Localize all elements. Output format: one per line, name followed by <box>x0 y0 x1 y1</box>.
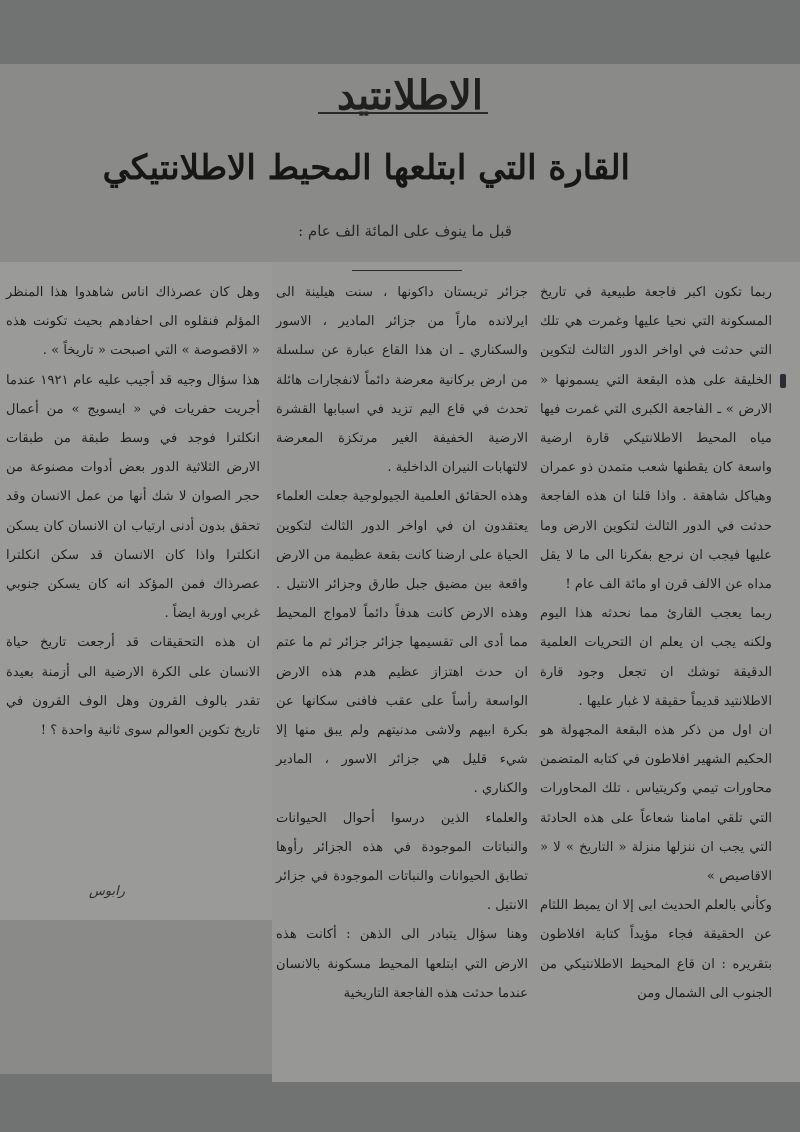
paragraph: ربما تكون اكبر فاجعة طبيعية في تاريخ المسكونة التي نحيا عليها وغمرت هي تلك التي حدثت في اواخر الدور الثالث لتكوين الخليقة على هذه البقعة التي يسمونها « الارض » ـ الفاجعة الكبرى التي غمرت فيها مياه المحيط الاطلانتيكي قارة ارضية واسعة كان يقطنها شعب متمدن ذو عمران وهياكل شاهقة . واذا قلنا ان هذه الفاجعة حدثت في الدور الثالث لتكوين الارض وما عليها فيجب ان نرجع بفكرنا الى ما لا يقل مداه عن الالف قرن او مائة الف عام ! <box>540 285 772 593</box>
page-edge-mark <box>780 374 786 388</box>
column-divider-rule <box>352 270 462 271</box>
author-signature: رابوس <box>88 884 126 899</box>
paragraph: وهنا سؤال يتبادر الى الذهن : أكانت هذه الارض التي ابتلعها المحيط مسكونة بالانسان عندما حدثت هذه الفاجعة التاريخية <box>276 927 528 1001</box>
paragraph: ربما يعجب القارئ مما نحدثه هذا اليوم ولكنه يجب ان يعلم ان التحريات العلمية الدقيقة توشك ان تجعل وجود قارة الاطلانتيد قديماً حقيقة لا غبار عليها . <box>540 606 772 709</box>
article-column-left <box>6 278 260 745</box>
paragraph: ان اول من ذكر هذه البقعة المجهولة هو الحكيم الشهير افلاطون في كتابه المتضمن محاورات تيمي وكريتياس . تلك المحاورات التي تلقي امامنا شعاعاً على هذه الحادثة التي يجب ان ننزلها منزلة « التاريخ » لا « الاقاصيص » <box>540 723 772 885</box>
paragraph: والعلماء الذين درسوا أحوال الحيوانات والنباتات الموجودة في هذه الجزائر رأوها تطابق الحيوانات والنباتات الموجودة في جزائر الانتيل . <box>276 810 528 914</box>
paragraph: وهذه الحقائق العلمية الجيولوجية جعلت العلماء يعتقدون ان في اواخر الدور الثالث لتكوين الحياة على ارضنا كانت بقعة عظيمة من الارض واقعة بين مضيق جبل طارق وجزائر الانتيل . وهذه الارض كانت هدفاً دائماً لامواج المحيط مما أدى الى تقسيمها جزائر جزائر ثم ما عتم ان حدث اهتزاز عظيم هدم هذه الارض الواسعة رأساً على عقب فافنى سكانها عن بكرة ابيهم ولاشى مدنيتهم ولم يبق منها إلا شيء قليل هي جزائر الاسور ، المادير والكناري . <box>276 489 528 797</box>
article-subhead: قبل ما ينوف على المائة الف عام : <box>298 222 512 240</box>
article-headline: القارة التي ابتلعها المحيط الاطلانتيكي <box>102 148 630 188</box>
article-column-right <box>540 278 772 1008</box>
paragraph: وكأني بالعلم الحديث ابى إلا ان يميط اللثام عن الحقيقة فجاء مؤيداً كتابة افلاطون بتقريره : ان قاع المحيط الاطلانتيكي من الجنوب الى الشمال ومن <box>540 898 772 1001</box>
paragraph: وهل كان عصرذاك اناس شاهدوا هذا المنظر المؤلم فنقلوه الى احفادهم بحيث تكونت هذه « الاقصوصة » التي اصبحت « تاريخاً » . <box>6 285 260 359</box>
masthead-underline <box>318 112 488 114</box>
paragraph: هذا سؤال وجيه قد أجيب عليه عام ١٩٢١ عندما أجريت حفريات في « ايسويج » من أعمال انكلترا فوجد في وسط طبقة من طبقات الارض الثلاثية الدور بعض أدوات مصنوعة من حجر الصوان لا شك أنها من عمل الانسان وقد تحقق بدون أدنى ارتياب ان الانسان كان يسكن انكلترا واذا كان الانسان قد سكن انكلترا عصرذاك فمن المؤكد انه كان يسكن جنوبي غربي اوربة ايضاً . <box>6 372 260 622</box>
masthead-title: الاطلانتيد <box>337 72 483 119</box>
paragraph: ان هذه التحقيقات قد أرجعت تاريخ حياة الانسان على الكرة الارضية الى أزمنة بعيدة تقدر بالوف القرون وهل الوف القرون في تاريخ تكوين العوالم سوى ثانية واحدة ؟ ! <box>6 635 260 739</box>
article-column-middle <box>276 278 528 1008</box>
paragraph: جزائر تريستان داكونها ، سنت هيلينة الى ايرلانده ماراً من جزائر المادير ، الاسور والسكناري ـ ان هذا القاع عبارة عن سلسلة من ارض بركانية معرضة دائماً لانفجارات هائلة تحدث في قاع اليم تزيد في اسبابها القشرة الارضية الخفيفة الغير مرتكزة المعرضة لالتهابات النيران الداخلية . <box>276 285 528 476</box>
